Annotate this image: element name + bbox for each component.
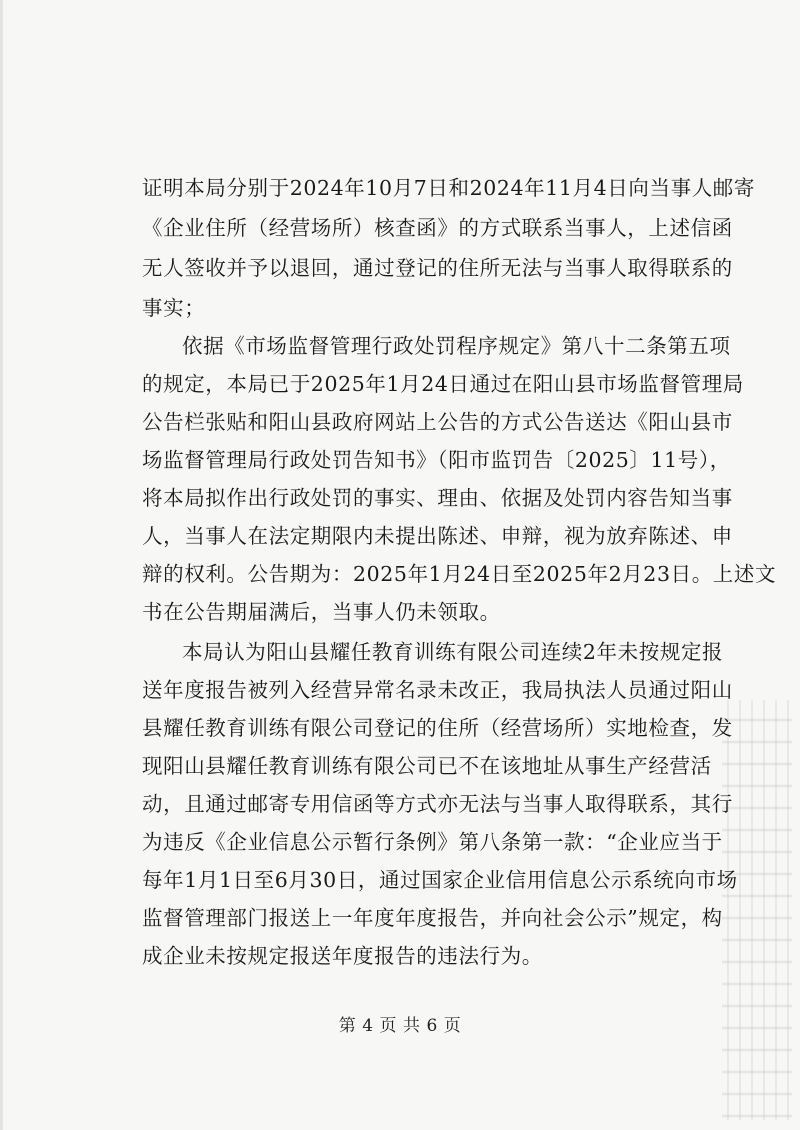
- body-line: 为违反《企业信息公示暂行条例》第八条第一款：“企业应当于: [142, 830, 723, 854]
- page-label-prefix: 第: [338, 1016, 357, 1036]
- body-line: 成企业未按规定报送年度报告的违法行为。: [142, 944, 543, 968]
- body-line: 场监督管理局行政处罚告知书》（阳市监罚告〔2025〕11号），: [142, 448, 731, 472]
- body-line: 无人签收并予以退回，通过登记的住所无法与当事人取得联系的: [142, 256, 733, 280]
- scan-artifact: [722, 700, 792, 1120]
- body-line: 证明本局分别于2024年10月7日和2024年11月4日向当事人邮寄: [142, 176, 755, 200]
- page-label-mid: 页 共: [379, 1016, 421, 1036]
- body-line: 的规定，本局已于2025年1月24日通过在阳山县市场监督管理局: [142, 372, 744, 396]
- body-line: 本局认为阳山县耀任教育训练有限公司连续2年未按规定报: [182, 640, 724, 664]
- body-line: 公告栏张贴和阳山县政府网站上公告的方式公告送达《阳山县市: [142, 410, 733, 434]
- body-line: 人，当事人在法定期限内未提出陈述、申辩，视为放弃陈述、申: [142, 524, 733, 548]
- total-pages-number: 6: [426, 1016, 438, 1036]
- current-page-number: 4: [362, 1016, 374, 1036]
- body-line: 将本局拟作出行政处罚的事实、理由、依据及处罚内容告知当事: [142, 486, 733, 510]
- page-number-footer: [0, 1014, 800, 1038]
- body-line: 送年度报告被列入经营异常名录未改正，我局执法人员通过阳山: [142, 678, 733, 702]
- body-line: 动，且通过邮寄专用信函等方式亦无法与当事人取得联系，其行: [142, 792, 733, 816]
- body-line: 事实；: [142, 296, 206, 320]
- body-line: 县耀任教育训练有限公司登记的住所（经营场所）实地检查，发: [142, 716, 733, 740]
- body-line: 辩的权利。公告期为：2025年1月24日至2025年2月23日。上述文: [142, 562, 777, 586]
- scan-edge: [0, 0, 3, 1130]
- body-line: 《企业住所（经营场所）核查函》的方式联系当事人，上述信函: [142, 216, 733, 240]
- page-label-suffix: 页: [443, 1016, 462, 1036]
- body-line: 每年1月1日至6月30日，通过国家企业信用信息公示系统向市场: [142, 868, 738, 892]
- body-line: 监督管理部门报送上一年度年度报告，并向社会公示”规定，构: [142, 906, 723, 930]
- body-line: 现阳山县耀任教育训练有限公司已不在该地址从事生产经营活: [142, 754, 712, 778]
- body-line: 书在公告期届满后，当事人仍未领取。: [142, 600, 501, 624]
- body-line: 依据《市场监督管理行政处罚程序规定》第八十二条第五项: [182, 334, 731, 358]
